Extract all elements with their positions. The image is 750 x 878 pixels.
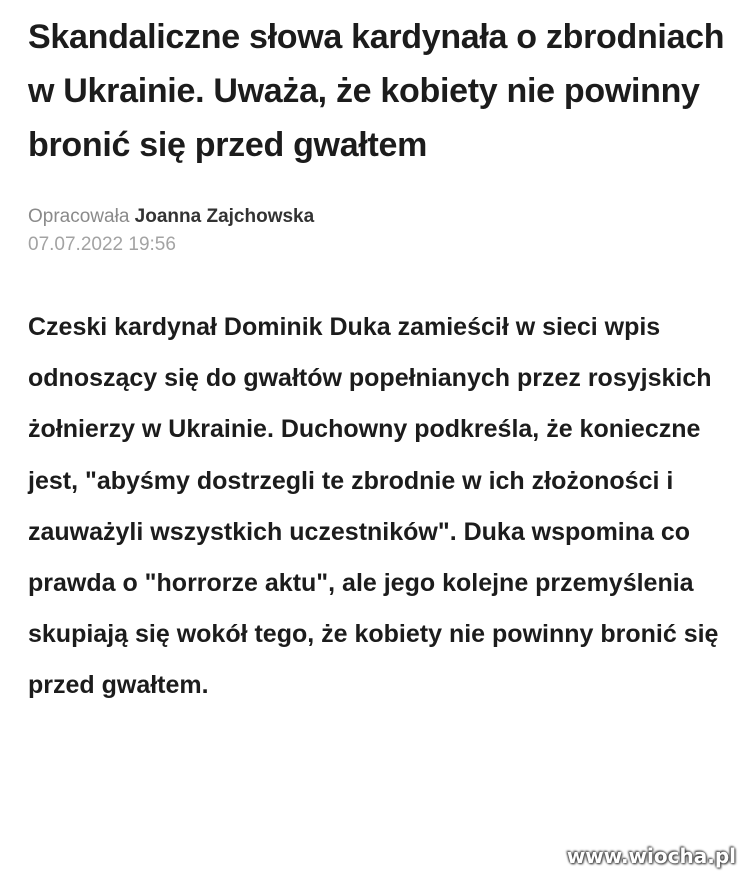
article <box>28 10 728 712</box>
article-headline: Skandaliczne słowa kardynała o zbrodniach w Ukrainie. Uważa, że kobiety nie powinny bronić się przed gwałtem <box>28 18 725 164</box>
publish-date: 07.07.2022 19:56 <box>28 234 176 255</box>
author-name[interactable]: Joanna Zajchowska <box>134 206 315 227</box>
site-watermark: www.wiocha.pl <box>566 844 736 868</box>
byline <box>28 202 728 232</box>
article-lead: Czeski kardynał Dominik Duka zamieścił w sieci wpis odnoszący się do gwałtów popełnianych przez rosyjskich żołnierzy w Ukrainie. Duchowny podkreśla, że konieczne jest, "abyśmy dostrzegli te zbrodnie w ich złożoności i zauważyli wszystkich uczestników". Duka wspomina co prawda o "horrorze aktu", ale jego kolejne przemyślenia skupiają się wokół tego, że kobiety nie powinny bronić się przed gwałtem. <box>28 313 719 700</box>
byline-prefix: Opracowała <box>28 206 130 227</box>
